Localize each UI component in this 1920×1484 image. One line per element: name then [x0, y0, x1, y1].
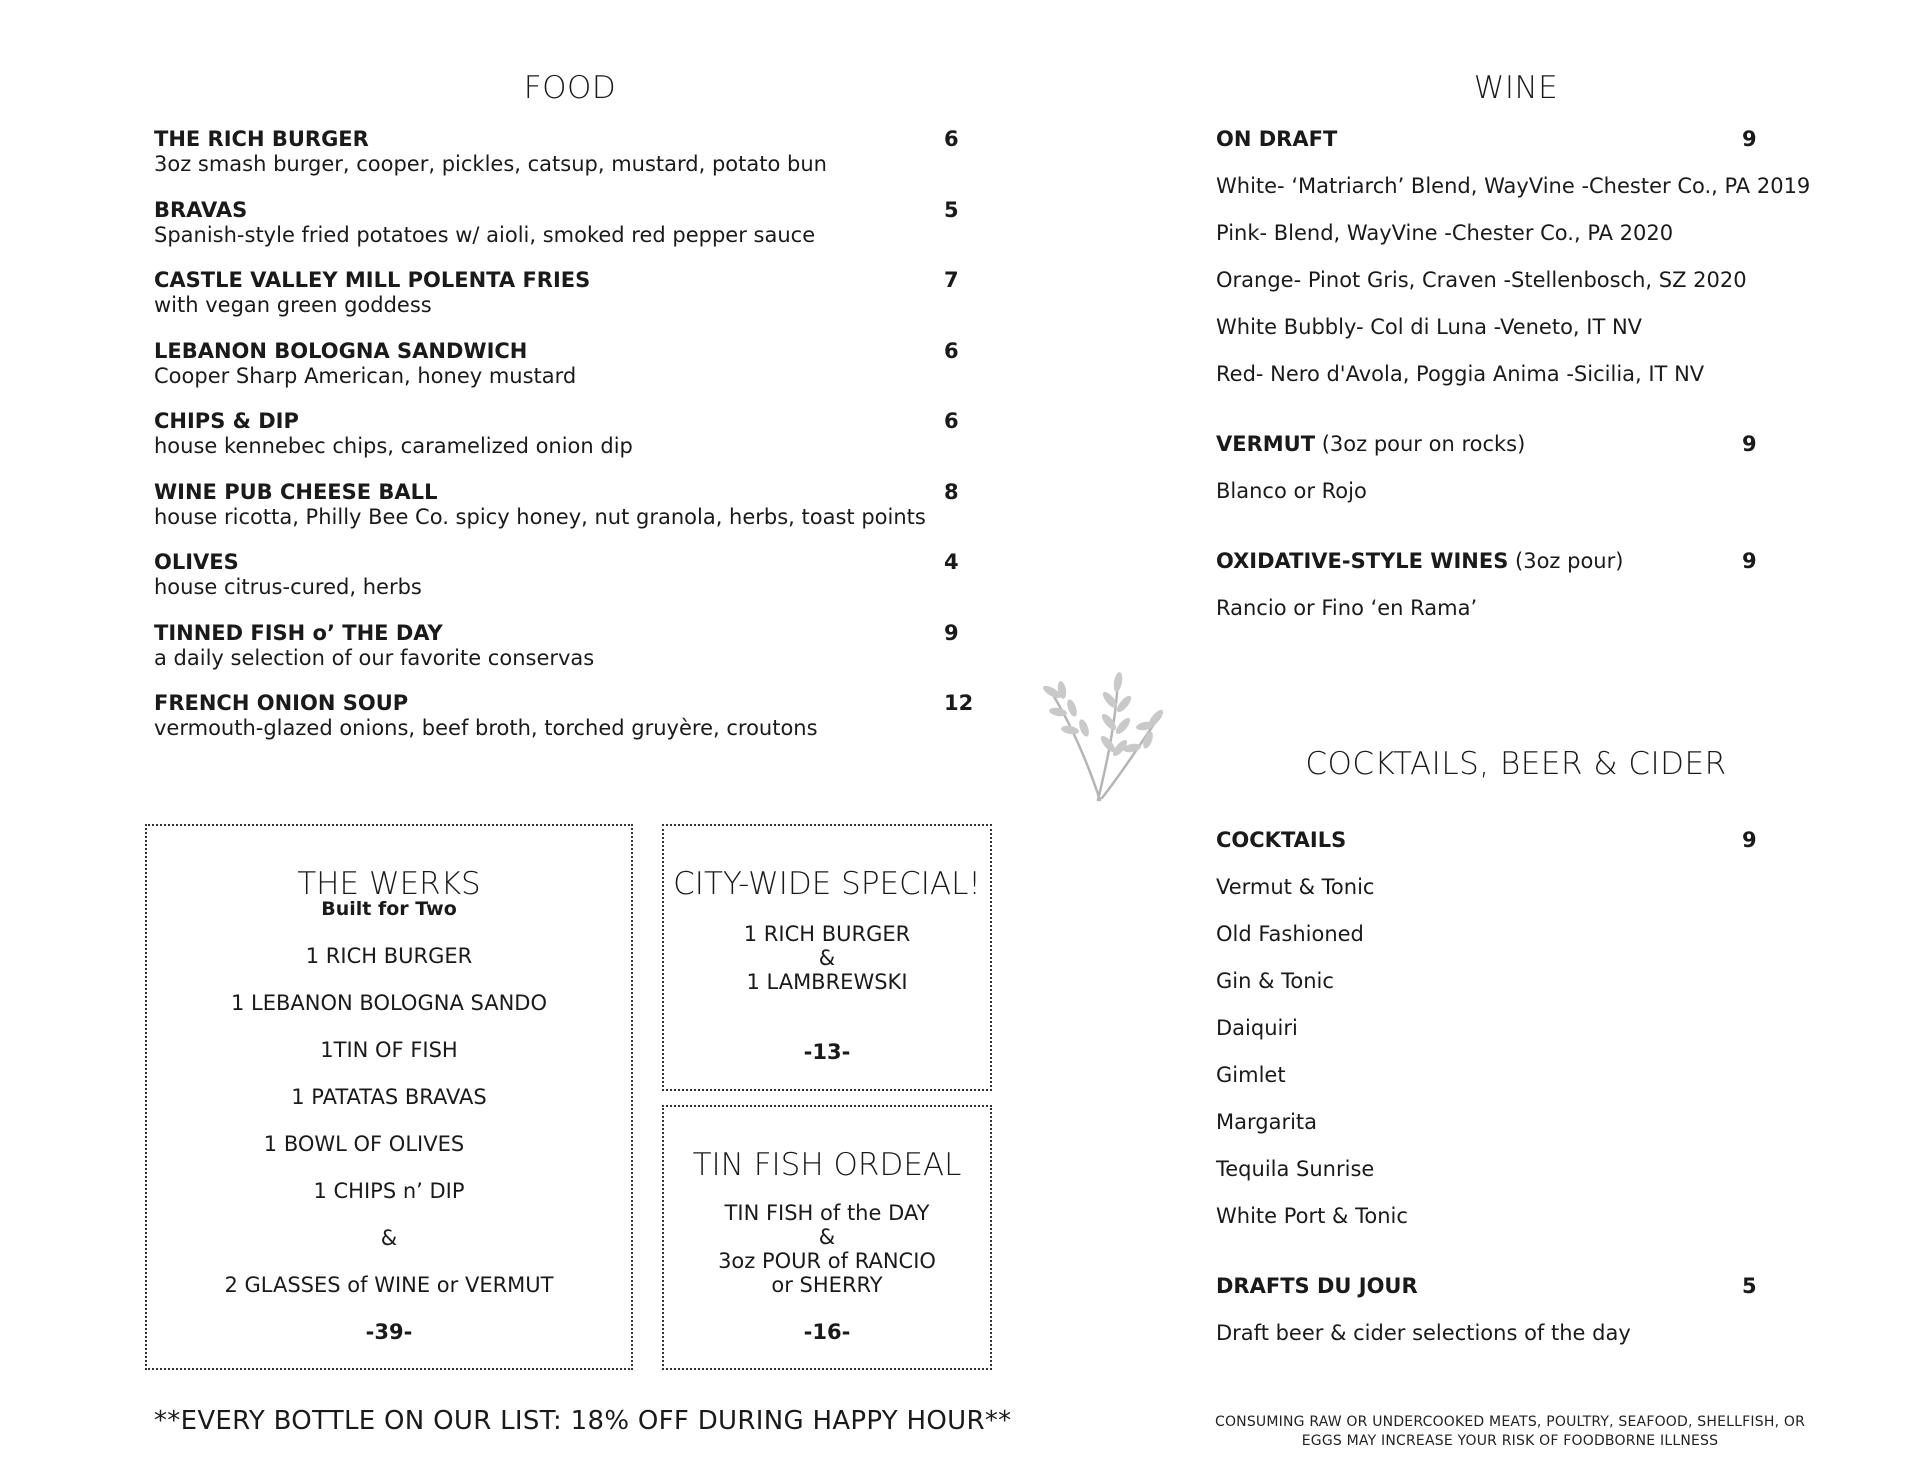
vermut-item: Blanco or Rojo	[1216, 479, 1367, 503]
werks-box	[145, 824, 633, 1370]
food-item-price: 12	[944, 691, 974, 715]
food-item-desc: house kennebec chips, caramelized onion dip	[154, 434, 633, 458]
wine-draft-heading	[1216, 126, 1337, 152]
wine-draft-item: Red- Nero d'Avola, Poggia Anima -Sicilia, IT NV	[1216, 362, 1705, 386]
food-section-title: FOOD	[523, 70, 617, 106]
oxidative-item: Rancio or Fino ‘en Rama’	[1216, 596, 1478, 620]
food-list	[154, 126, 974, 761]
food-item-price: 6	[944, 338, 959, 363]
cocktail-item: Vermut & Tonic	[1216, 875, 1375, 899]
werks-subtitle: Built for Two	[321, 898, 457, 920]
food-item-price: 6	[944, 409, 959, 433]
tinfish-line: 3oz POUR of RANCIO	[718, 1249, 936, 1273]
werks-line: 1 BOWL OF OLIVES	[263, 1132, 465, 1156]
werks-line: 1 PATATAS BRAVAS	[291, 1085, 487, 1109]
food-item	[154, 126, 974, 197]
tinfish-price: -16-	[803, 1320, 851, 1344]
food-item-name: TINNED FISH o’ THE DAY	[154, 620, 443, 645]
wine-draft-price: 9	[1742, 127, 1757, 151]
wine-draft-item: Orange- Pinot Gris, Craven -Stellenbosch, SZ 2020	[1216, 268, 1747, 292]
werks-title: THE WERKS	[297, 866, 481, 902]
food-item-price: 9	[944, 620, 959, 645]
food-item-desc: Cooper Sharp American, honey mustard	[154, 363, 577, 388]
wine-draft-item: White Bubbly- Col di Luna -Veneto, IT NV	[1216, 315, 1643, 339]
tinfish-line: &	[818, 1225, 836, 1249]
food-item	[154, 549, 974, 620]
food-item-name: FRENCH ONION SOUP	[154, 691, 409, 715]
wine-draft-label: ON DRAFT	[1216, 127, 1338, 151]
food-item	[154, 620, 974, 691]
cocktails-price: 9	[1742, 828, 1757, 852]
cocktail-item: Daiquiri	[1216, 1016, 1298, 1040]
food-item	[154, 690, 974, 761]
wine-section-title: WINE	[1473, 70, 1559, 106]
tinfish-line: TIN FISH of the DAY	[724, 1201, 930, 1225]
oxidative-heading	[1216, 548, 1623, 574]
food-item	[154, 267, 974, 338]
happy-hour-banner: **EVERY BOTTLE ON OUR LIST: 18% OFF DURING HAPPY HOUR**	[154, 1406, 1012, 1436]
food-item-desc: a daily selection of our favorite conservas	[154, 645, 595, 670]
oxidative-note: (3oz pour)	[1508, 549, 1624, 573]
cocktails-heading	[1216, 827, 1346, 853]
vermut-note: (3oz pour on rocks)	[1315, 432, 1526, 456]
cocktail-item: Old Fashioned	[1216, 922, 1364, 946]
tinfish-line: or SHERRY	[771, 1273, 883, 1297]
food-item-price: 7	[944, 268, 959, 292]
food-item-name: CASTLE VALLEY MILL POLENTA FRIES	[154, 268, 591, 292]
cocktail-item: Gimlet	[1216, 1063, 1286, 1087]
citywide-title: CITY-WIDE SPECIAL!	[673, 866, 981, 902]
food-item-name: WINE PUB CHEESE BALL	[154, 479, 438, 504]
citywide-line: 1 LAMBREWSKI	[746, 970, 908, 994]
werks-line: 1 LEBANON BOLOGNA SANDO	[231, 991, 547, 1015]
food-item-name: BRAVAS	[154, 197, 248, 222]
food-item	[154, 408, 974, 479]
tinfish-box	[662, 1105, 992, 1370]
oxidative-label: OXIDATIVE-STYLE WINES	[1216, 549, 1509, 573]
drafts-item: Draft beer & cider selections of the day	[1216, 1321, 1631, 1345]
cocktails-section-title: COCKTAILS, BEER & CIDER	[1305, 746, 1727, 782]
food-item-desc: 3oz smash burger, cooper, pickles, catsup, mustard, potato bun	[154, 152, 827, 176]
wine-draft-item: White- ‘Matriarch’ Blend, WayVine -Chester Co., PA 2019	[1216, 174, 1811, 198]
food-item-name: CHIPS & DIP	[154, 409, 299, 433]
tinfish-title: TIN FISH ORDEAL	[692, 1147, 962, 1183]
werks-price: -39-	[365, 1320, 413, 1344]
food-item-price: 6	[944, 127, 959, 151]
cocktail-item: Gin & Tonic	[1216, 969, 1334, 993]
food-item-desc: house citrus-cured, herbs	[154, 575, 422, 599]
werks-line: 1 CHIPS n’ DIP	[313, 1179, 465, 1203]
food-item-desc: vermouth-glazed onions, beef broth, torched gruyère, croutons	[154, 716, 818, 740]
food-item-price: 5	[944, 197, 959, 222]
health-disclaimer	[1210, 1413, 1810, 1451]
cocktail-item: Tequila Sunrise	[1216, 1157, 1375, 1181]
werks-line: 1TIN OF FISH	[320, 1038, 458, 1062]
drafts-price: 5	[1742, 1274, 1757, 1298]
wheat-sprig-icon	[1030, 660, 1170, 805]
cocktails-label: COCKTAILS	[1216, 828, 1347, 852]
werks-line: &	[380, 1226, 398, 1250]
werks-line: 1 RICH BURGER	[305, 944, 473, 968]
werks-line: 2 GLASSES of WINE or VERMUT	[224, 1273, 554, 1297]
drafts-heading	[1216, 1273, 1418, 1299]
food-item-price: 4	[944, 550, 959, 574]
food-item-desc: Spanish-style fried potatoes w/ aioli, smoked red pepper sauce	[154, 222, 816, 247]
food-item	[154, 338, 974, 409]
oxidative-price: 9	[1742, 549, 1757, 573]
food-item-name: LEBANON BOLOGNA SANDWICH	[154, 338, 528, 363]
cocktail-item: Margarita	[1216, 1110, 1318, 1134]
disclaimer-line: EGGS MAY INCREASE YOUR RISK OF FOODBORNE ILLNESS	[1301, 1433, 1719, 1449]
cocktail-item: White Port & Tonic	[1216, 1204, 1408, 1228]
food-item-price: 8	[944, 479, 959, 504]
food-item-name: THE RICH BURGER	[154, 127, 369, 151]
vermut-price: 9	[1742, 432, 1757, 456]
disclaimer-line: CONSUMING RAW OR UNDERCOOKED MEATS, POULTRY, SEAFOOD, SHELLFISH, OR	[1214, 1414, 1806, 1430]
food-item	[154, 479, 974, 550]
food-item-desc: with vegan green goddess	[154, 293, 432, 317]
citywide-price: -13-	[803, 1040, 851, 1064]
food-item-desc: house ricotta, Philly Bee Co. spicy honey, nut granola, herbs, toast points	[154, 504, 926, 529]
drafts-label: DRAFTS DU JOUR	[1216, 1274, 1418, 1298]
vermut-label: VERMUT	[1216, 432, 1316, 456]
citywide-line: &	[818, 946, 836, 970]
citywide-line: 1 RICH BURGER	[743, 922, 911, 946]
food-item-name: OLIVES	[154, 550, 239, 574]
wine-draft-item: Pink- Blend, WayVine -Chester Co., PA 2020	[1216, 221, 1674, 245]
citywide-box	[662, 824, 992, 1091]
food-item	[154, 197, 974, 268]
vermut-heading	[1216, 431, 1525, 457]
